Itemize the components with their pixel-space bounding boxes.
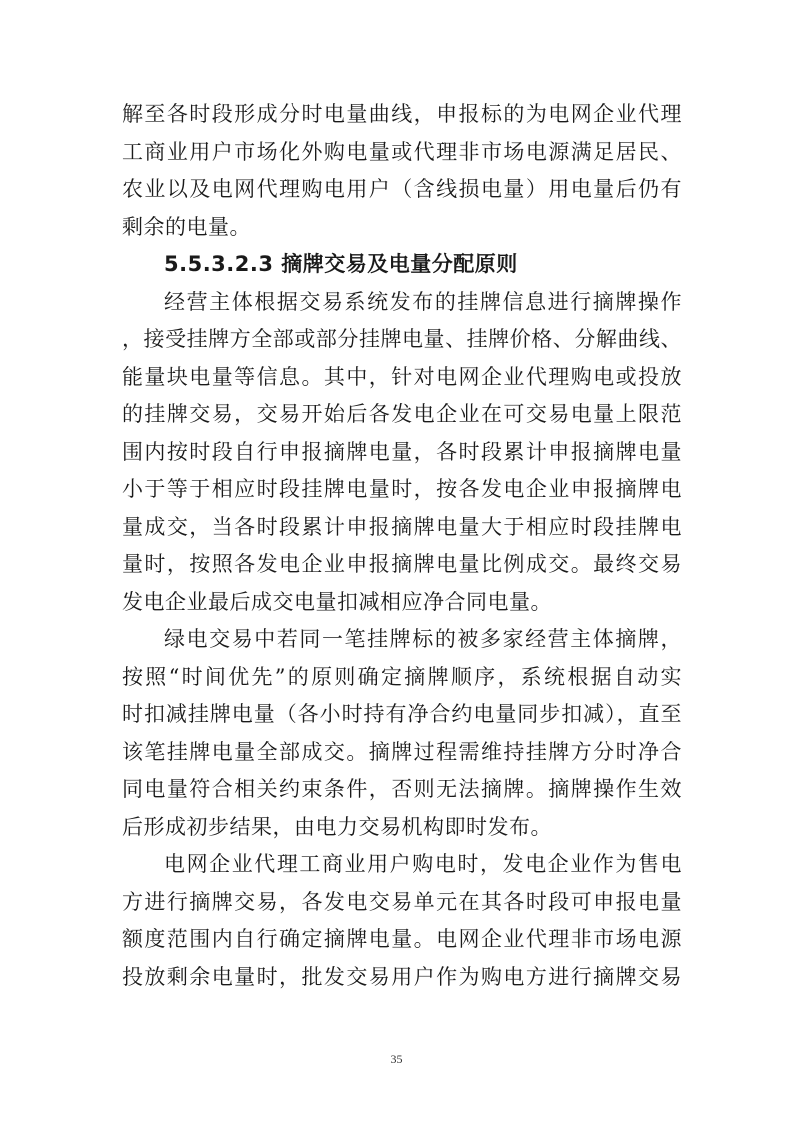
text-line: ，接受挂牌方全部或部分挂牌电量、挂牌价格、分解曲线、: [122, 327, 682, 351]
text-line: 额度范围内自行确定摘牌电量。电网企业代理非市场电源: [122, 927, 682, 951]
text-line: 绿电交易中若同一笔挂牌标的被多家经营主体摘牌，: [164, 627, 682, 651]
text-line: 后形成初步结果，由电力交易机构即时发布。: [122, 814, 552, 839]
text-line: 电网企业代理工商业用户购电时，发电企业作为售电: [164, 852, 682, 876]
text-line: 量成交，当各时段累计申报摘牌电量大于相应时段挂牌电: [122, 514, 682, 539]
text-line: 量时，按照各发电企业申报摘牌电量比例成交。最终交易: [122, 552, 682, 576]
text-line: 经营主体根据交易系统发布的挂牌信息进行摘牌操作: [164, 289, 682, 314]
text-line: 围内按时段自行申报摘牌电量，各时段累计申报摘牌电量: [122, 439, 682, 464]
text-line: 时扣减挂牌电量（各小时持有净合约电量同步扣减），直至: [122, 702, 682, 726]
text-line: 该笔挂牌电量全部成交。摘牌过程需维持挂牌方分时净合: [122, 739, 682, 764]
text-line: 发电企业最后成交电量扣减相应净合同电量。: [122, 589, 552, 614]
text-line: 能量块电量等信息。其中，针对电网企业代理购电或投放: [122, 364, 682, 389]
text-line: 解至各时段形成分时电量曲线，申报标的为电网企业代理: [122, 102, 682, 126]
text-line: 方进行摘牌交易，各发电交易单元在其各时段可申报电量: [122, 889, 682, 914]
text-line: 的挂牌交易，交易开始后各发电企业在可交易电量上限范: [122, 402, 682, 426]
text-line: 投放剩余电量时，批发交易用户作为购电方进行摘牌交易: [122, 964, 682, 989]
text-line: 同电量符合相关约束条件，否则无法摘牌。摘牌操作生效: [122, 777, 682, 801]
body-text: [122, 96, 682, 996]
section-heading: 5.5.3.2.3 摘牌交易及电量分配原则: [164, 252, 518, 276]
text-line: 农业以及电网代理购电用户（含线损电量）用电量后仍有: [122, 177, 682, 201]
text-line: 工商业用户市场化外购电量或代理非市场电源满足居民、: [122, 139, 682, 164]
text-line: 剩余的电量。: [122, 214, 251, 239]
text-line: 按照“时间优先”的原则确定摘牌顺序，系统根据自动实: [122, 664, 682, 689]
text-line: 小于等于相应时段挂牌电量时，按各发电企业申报摘牌电: [122, 477, 682, 501]
page-number: 35: [390, 1052, 403, 1066]
